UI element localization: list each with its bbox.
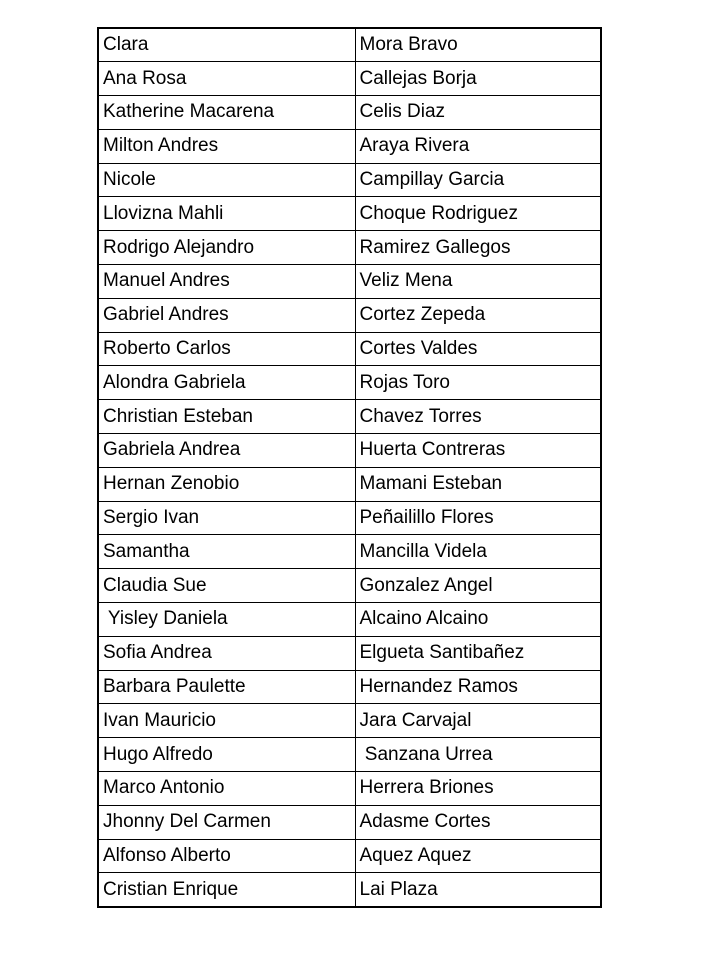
last-names-cell: Choque Rodriguez bbox=[355, 197, 601, 231]
first-names-cell: Christian Esteban bbox=[98, 400, 355, 434]
last-names-cell: Sanzana Urrea bbox=[355, 738, 601, 772]
last-names-cell: Veliz Mena bbox=[355, 265, 601, 299]
last-names-cell: Mancilla Videla bbox=[355, 535, 601, 569]
table-row bbox=[98, 332, 601, 366]
first-names-cell: Rodrigo Alejandro bbox=[98, 231, 355, 265]
table-row bbox=[98, 163, 601, 197]
last-names-cell: Lai Plaza bbox=[355, 873, 601, 907]
first-names-cell: Marco Antonio bbox=[98, 772, 355, 806]
last-names-cell: Celis Diaz bbox=[355, 96, 601, 130]
first-names-cell: Gabriela Andrea bbox=[98, 434, 355, 468]
first-names-cell: Cristian Enrique bbox=[98, 873, 355, 907]
last-names-cell: Adasme Cortes bbox=[355, 805, 601, 839]
last-names-cell: Jara Carvajal bbox=[355, 704, 601, 738]
first-names-cell: Claudia Sue bbox=[98, 569, 355, 603]
table-row bbox=[98, 501, 601, 535]
first-names-cell: Sofia Andrea bbox=[98, 636, 355, 670]
table-row bbox=[98, 62, 601, 96]
last-names-cell: Chavez Torres bbox=[355, 400, 601, 434]
first-names-cell: Gabriel Andres bbox=[98, 298, 355, 332]
names-table bbox=[97, 27, 602, 908]
table-row bbox=[98, 400, 601, 434]
last-names-cell: Herrera Briones bbox=[355, 772, 601, 806]
table-row bbox=[98, 298, 601, 332]
first-names-cell: Hernan Zenobio bbox=[98, 467, 355, 501]
first-names-cell: Ivan Mauricio bbox=[98, 704, 355, 738]
last-names-cell: Mamani Esteban bbox=[355, 467, 601, 501]
first-names-cell: Llovizna Mahli bbox=[98, 197, 355, 231]
last-names-cell: Mora Bravo bbox=[355, 28, 601, 62]
first-names-cell: Milton Andres bbox=[98, 129, 355, 163]
last-names-cell: Araya Rivera bbox=[355, 129, 601, 163]
table-row bbox=[98, 231, 601, 265]
table-row bbox=[98, 636, 601, 670]
last-names-cell: Ramirez Gallegos bbox=[355, 231, 601, 265]
table-row bbox=[98, 434, 601, 468]
last-names-cell: Campillay Garcia bbox=[355, 163, 601, 197]
table-row bbox=[98, 366, 601, 400]
names-table-body bbox=[98, 28, 601, 907]
table-row bbox=[98, 96, 601, 130]
first-names-cell: Nicole bbox=[98, 163, 355, 197]
first-names-cell: Manuel Andres bbox=[98, 265, 355, 299]
table-row bbox=[98, 129, 601, 163]
table-row bbox=[98, 265, 601, 299]
first-names-cell: Roberto Carlos bbox=[98, 332, 355, 366]
first-names-cell: Samantha bbox=[98, 535, 355, 569]
last-names-cell: Callejas Borja bbox=[355, 62, 601, 96]
table-row bbox=[98, 873, 601, 907]
table-row bbox=[98, 738, 601, 772]
table-row bbox=[98, 569, 601, 603]
last-names-cell: Hernandez Ramos bbox=[355, 670, 601, 704]
last-names-cell: Rojas Toro bbox=[355, 366, 601, 400]
last-names-cell: Huerta Contreras bbox=[355, 434, 601, 468]
first-names-cell: Ana Rosa bbox=[98, 62, 355, 96]
table-row bbox=[98, 603, 601, 637]
table-row bbox=[98, 805, 601, 839]
table-row bbox=[98, 839, 601, 873]
table-row bbox=[98, 197, 601, 231]
first-names-cell: Barbara Paulette bbox=[98, 670, 355, 704]
first-names-cell: Yisley Daniela bbox=[98, 603, 355, 637]
last-names-cell: Cortez Zepeda bbox=[355, 298, 601, 332]
last-names-cell: Gonzalez Angel bbox=[355, 569, 601, 603]
first-names-cell: Hugo Alfredo bbox=[98, 738, 355, 772]
first-names-cell: Clara bbox=[98, 28, 355, 62]
last-names-cell: Peñailillo Flores bbox=[355, 501, 601, 535]
last-names-cell: Aquez Aquez bbox=[355, 839, 601, 873]
last-names-cell: Elgueta Santibañez bbox=[355, 636, 601, 670]
first-names-cell: Alfonso Alberto bbox=[98, 839, 355, 873]
table-row bbox=[98, 467, 601, 501]
first-names-cell: Alondra Gabriela bbox=[98, 366, 355, 400]
last-names-cell: Cortes Valdes bbox=[355, 332, 601, 366]
table-row bbox=[98, 670, 601, 704]
table-row bbox=[98, 772, 601, 806]
table-row bbox=[98, 535, 601, 569]
last-names-cell: Alcaino Alcaino bbox=[355, 603, 601, 637]
first-names-cell: Jhonny Del Carmen bbox=[98, 805, 355, 839]
first-names-cell: Katherine Macarena bbox=[98, 96, 355, 130]
table-row bbox=[98, 704, 601, 738]
table-row bbox=[98, 28, 601, 62]
first-names-cell: Sergio Ivan bbox=[98, 501, 355, 535]
